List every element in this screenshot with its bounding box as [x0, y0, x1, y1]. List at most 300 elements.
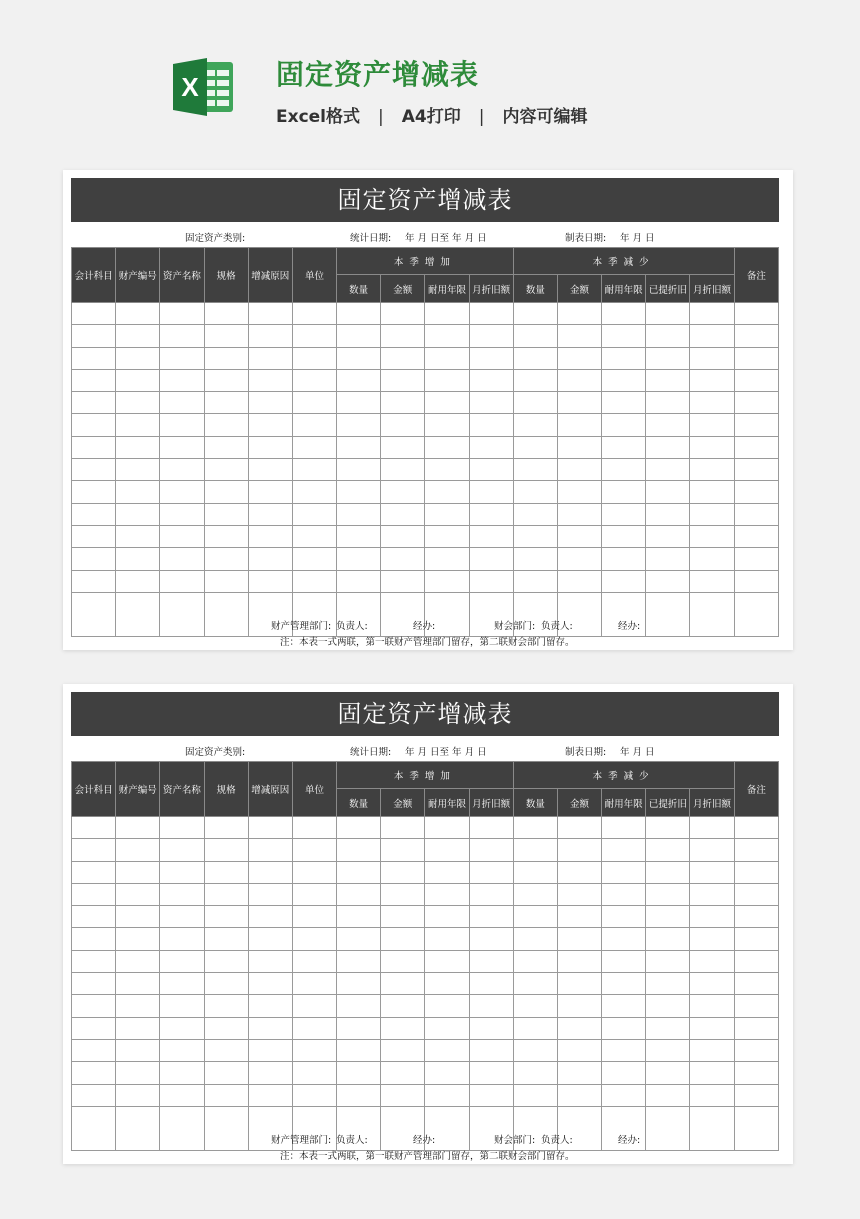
table-cell[interactable] [513, 906, 557, 928]
table-cell[interactable] [116, 950, 160, 972]
table-cell[interactable] [557, 325, 601, 347]
table-cell[interactable] [72, 817, 116, 839]
table-cell[interactable] [690, 369, 734, 391]
table-cell[interactable] [204, 817, 248, 839]
table-cell[interactable] [602, 1017, 646, 1039]
table-cell[interactable] [116, 548, 160, 570]
table-cell[interactable] [425, 1062, 469, 1084]
table-cell[interactable] [557, 950, 601, 972]
table-cell[interactable] [248, 973, 292, 995]
table-cell[interactable] [469, 503, 513, 525]
table-cell[interactable] [116, 503, 160, 525]
table-cell[interactable] [557, 436, 601, 458]
table-cell[interactable] [292, 995, 336, 1017]
table-cell[interactable] [690, 570, 734, 592]
table-cell[interactable] [381, 861, 425, 883]
table-cell[interactable] [557, 817, 601, 839]
table-cell[interactable] [116, 995, 160, 1017]
table-cell[interactable] [160, 369, 204, 391]
table-cell[interactable] [469, 1017, 513, 1039]
table-cell[interactable] [425, 950, 469, 972]
table-cell[interactable] [734, 1106, 778, 1150]
table-cell[interactable] [381, 883, 425, 905]
table-cell[interactable] [72, 906, 116, 928]
table-cell[interactable] [337, 928, 381, 950]
table-cell[interactable] [292, 906, 336, 928]
table-cell[interactable] [425, 459, 469, 481]
table-cell[interactable] [337, 303, 381, 325]
table-cell[interactable] [116, 906, 160, 928]
table-cell[interactable] [381, 1017, 425, 1039]
table-cell[interactable] [646, 1062, 690, 1084]
table-cell[interactable] [204, 861, 248, 883]
table-cell[interactable] [734, 906, 778, 928]
table-cell[interactable] [72, 1017, 116, 1039]
table-cell[interactable] [690, 817, 734, 839]
table-cell[interactable] [734, 525, 778, 547]
table-cell[interactable] [72, 1084, 116, 1106]
table-cell[interactable] [646, 303, 690, 325]
table-cell[interactable] [557, 570, 601, 592]
table-cell[interactable] [337, 347, 381, 369]
table-cell[interactable] [116, 1017, 160, 1039]
table-cell[interactable] [469, 883, 513, 905]
table-cell[interactable] [690, 861, 734, 883]
table-cell[interactable] [381, 325, 425, 347]
table-cell[interactable] [469, 548, 513, 570]
table-cell[interactable] [646, 459, 690, 481]
table-cell[interactable] [292, 950, 336, 972]
table-cell[interactable] [513, 883, 557, 905]
table-cell[interactable] [602, 369, 646, 391]
table-cell[interactable] [204, 883, 248, 905]
table-cell[interactable] [381, 1039, 425, 1061]
table-cell[interactable] [72, 392, 116, 414]
table-cell[interactable] [204, 1062, 248, 1084]
table-cell[interactable] [557, 459, 601, 481]
table-cell[interactable] [248, 414, 292, 436]
table-cell[interactable] [513, 950, 557, 972]
table-cell[interactable] [116, 303, 160, 325]
table-cell[interactable] [690, 973, 734, 995]
table-cell[interactable] [248, 928, 292, 950]
table-cell[interactable] [292, 1017, 336, 1039]
table-cell[interactable] [337, 369, 381, 391]
table-cell[interactable] [557, 839, 601, 861]
table-cell[interactable] [204, 525, 248, 547]
table-cell[interactable] [248, 392, 292, 414]
table-cell[interactable] [160, 592, 204, 636]
table-cell[interactable] [204, 1017, 248, 1039]
table-cell[interactable] [469, 459, 513, 481]
table-cell[interactable] [690, 392, 734, 414]
table-cell[interactable] [602, 1039, 646, 1061]
table-cell[interactable] [734, 839, 778, 861]
table-cell[interactable] [513, 570, 557, 592]
table-cell[interactable] [602, 392, 646, 414]
table-cell[interactable] [72, 436, 116, 458]
table-cell[interactable] [469, 347, 513, 369]
table-cell[interactable] [248, 325, 292, 347]
table-cell[interactable] [469, 303, 513, 325]
table-cell[interactable] [646, 1106, 690, 1150]
table-cell[interactable] [646, 861, 690, 883]
table-cell[interactable] [204, 459, 248, 481]
table-cell[interactable] [248, 1017, 292, 1039]
table-cell[interactable] [690, 950, 734, 972]
table-cell[interactable] [204, 1106, 248, 1150]
table-cell[interactable] [248, 548, 292, 570]
table-cell[interactable] [292, 392, 336, 414]
table-cell[interactable] [72, 548, 116, 570]
table-cell[interactable] [602, 950, 646, 972]
table-cell[interactable] [116, 325, 160, 347]
table-cell[interactable] [469, 1062, 513, 1084]
table-cell[interactable] [513, 973, 557, 995]
table-cell[interactable] [204, 347, 248, 369]
table-cell[interactable] [248, 950, 292, 972]
table-cell[interactable] [734, 928, 778, 950]
table-cell[interactable] [602, 548, 646, 570]
table-cell[interactable] [337, 503, 381, 525]
table-cell[interactable] [160, 481, 204, 503]
table-cell[interactable] [734, 817, 778, 839]
table-cell[interactable] [204, 1039, 248, 1061]
table-cell[interactable] [292, 839, 336, 861]
table-cell[interactable] [557, 883, 601, 905]
table-cell[interactable] [337, 995, 381, 1017]
table-cell[interactable] [425, 861, 469, 883]
table-cell[interactable] [116, 928, 160, 950]
table-cell[interactable] [204, 906, 248, 928]
table-cell[interactable] [425, 817, 469, 839]
table-cell[interactable] [469, 861, 513, 883]
table-cell[interactable] [248, 1039, 292, 1061]
table-cell[interactable] [337, 1039, 381, 1061]
table-cell[interactable] [557, 503, 601, 525]
table-cell[interactable] [381, 392, 425, 414]
table-cell[interactable] [602, 481, 646, 503]
table-cell[interactable] [116, 973, 160, 995]
table-cell[interactable] [116, 436, 160, 458]
table-cell[interactable] [602, 570, 646, 592]
table-cell[interactable] [292, 459, 336, 481]
table-cell[interactable] [734, 950, 778, 972]
table-cell[interactable] [734, 1017, 778, 1039]
table-cell[interactable] [116, 459, 160, 481]
table-cell[interactable] [248, 369, 292, 391]
table-cell[interactable] [425, 906, 469, 928]
table-cell[interactable] [734, 1062, 778, 1084]
table-cell[interactable] [646, 1039, 690, 1061]
table-cell[interactable] [337, 548, 381, 570]
table-cell[interactable] [690, 503, 734, 525]
table-cell[interactable] [557, 995, 601, 1017]
table-cell[interactable] [602, 1062, 646, 1084]
table-cell[interactable] [425, 928, 469, 950]
table-cell[interactable] [116, 1084, 160, 1106]
table-cell[interactable] [425, 839, 469, 861]
table-cell[interactable] [204, 369, 248, 391]
table-cell[interactable] [734, 973, 778, 995]
table-cell[interactable] [160, 928, 204, 950]
table-cell[interactable] [160, 347, 204, 369]
table-cell[interactable] [292, 1062, 336, 1084]
table-cell[interactable] [160, 861, 204, 883]
table-cell[interactable] [72, 347, 116, 369]
table-cell[interactable] [381, 414, 425, 436]
table-cell[interactable] [160, 1062, 204, 1084]
table-cell[interactable] [690, 459, 734, 481]
table-cell[interactable] [337, 459, 381, 481]
table-cell[interactable] [602, 1084, 646, 1106]
table-cell[interactable] [248, 839, 292, 861]
table-cell[interactable] [160, 325, 204, 347]
table-cell[interactable] [381, 347, 425, 369]
table-cell[interactable] [513, 414, 557, 436]
table-cell[interactable] [513, 1062, 557, 1084]
table-cell[interactable] [204, 436, 248, 458]
table-cell[interactable] [381, 570, 425, 592]
table-cell[interactable] [160, 459, 204, 481]
table-cell[interactable] [690, 906, 734, 928]
table-cell[interactable] [602, 883, 646, 905]
table-cell[interactable] [248, 481, 292, 503]
table-cell[interactable] [72, 369, 116, 391]
table-cell[interactable] [602, 995, 646, 1017]
table-cell[interactable] [204, 481, 248, 503]
table-cell[interactable] [646, 973, 690, 995]
table-cell[interactable] [204, 570, 248, 592]
table-cell[interactable] [204, 592, 248, 636]
table-cell[interactable] [292, 414, 336, 436]
table-cell[interactable] [337, 883, 381, 905]
table-cell[interactable] [646, 548, 690, 570]
table-cell[interactable] [557, 928, 601, 950]
table-cell[interactable] [292, 303, 336, 325]
table-cell[interactable] [557, 481, 601, 503]
table-cell[interactable] [292, 883, 336, 905]
table-cell[interactable] [204, 950, 248, 972]
table-cell[interactable] [160, 995, 204, 1017]
table-cell[interactable] [646, 503, 690, 525]
table-cell[interactable] [425, 1039, 469, 1061]
table-cell[interactable] [116, 369, 160, 391]
table-cell[interactable] [557, 392, 601, 414]
table-cell[interactable] [646, 347, 690, 369]
table-cell[interactable] [381, 928, 425, 950]
table-cell[interactable] [204, 392, 248, 414]
table-cell[interactable] [469, 436, 513, 458]
table-cell[interactable] [381, 906, 425, 928]
table-cell[interactable] [602, 525, 646, 547]
table-cell[interactable] [248, 1062, 292, 1084]
table-cell[interactable] [72, 995, 116, 1017]
table-cell[interactable] [469, 481, 513, 503]
table-cell[interactable] [513, 1017, 557, 1039]
table-cell[interactable] [337, 950, 381, 972]
table-cell[interactable] [204, 303, 248, 325]
table-cell[interactable] [646, 950, 690, 972]
table-cell[interactable] [381, 1084, 425, 1106]
table-cell[interactable] [513, 839, 557, 861]
table-cell[interactable] [646, 481, 690, 503]
table-cell[interactable] [204, 928, 248, 950]
table-cell[interactable] [734, 459, 778, 481]
table-cell[interactable] [292, 1039, 336, 1061]
table-cell[interactable] [248, 436, 292, 458]
table-cell[interactable] [602, 973, 646, 995]
table-cell[interactable] [734, 369, 778, 391]
table-cell[interactable] [734, 548, 778, 570]
table-cell[interactable] [72, 1106, 116, 1150]
table-cell[interactable] [425, 303, 469, 325]
table-cell[interactable] [204, 548, 248, 570]
table-cell[interactable] [204, 325, 248, 347]
table-cell[interactable] [690, 525, 734, 547]
table-cell[interactable] [690, 1039, 734, 1061]
table-cell[interactable] [557, 548, 601, 570]
table-cell[interactable] [337, 1017, 381, 1039]
table-cell[interactable] [292, 928, 336, 950]
table-cell[interactable] [337, 570, 381, 592]
table-cell[interactable] [248, 995, 292, 1017]
table-cell[interactable] [72, 325, 116, 347]
table-cell[interactable] [602, 347, 646, 369]
table-cell[interactable] [248, 570, 292, 592]
table-cell[interactable] [72, 414, 116, 436]
table-cell[interactable] [248, 861, 292, 883]
table-cell[interactable] [425, 347, 469, 369]
table-cell[interactable] [734, 392, 778, 414]
table-cell[interactable] [513, 303, 557, 325]
table-cell[interactable] [292, 369, 336, 391]
table-cell[interactable] [513, 1084, 557, 1106]
table-cell[interactable] [646, 369, 690, 391]
table-cell[interactable] [602, 839, 646, 861]
table-cell[interactable] [72, 570, 116, 592]
table-cell[interactable] [337, 436, 381, 458]
table-cell[interactable] [381, 973, 425, 995]
table-cell[interactable] [425, 548, 469, 570]
table-cell[interactable] [690, 1106, 734, 1150]
table-cell[interactable] [690, 995, 734, 1017]
table-cell[interactable] [425, 325, 469, 347]
table-cell[interactable] [602, 325, 646, 347]
table-cell[interactable] [513, 369, 557, 391]
table-cell[interactable] [337, 325, 381, 347]
table-cell[interactable] [381, 436, 425, 458]
table-cell[interactable] [116, 817, 160, 839]
table-cell[interactable] [557, 347, 601, 369]
table-cell[interactable] [337, 1062, 381, 1084]
table-cell[interactable] [160, 303, 204, 325]
table-cell[interactable] [248, 503, 292, 525]
table-cell[interactable] [337, 525, 381, 547]
table-cell[interactable] [116, 1039, 160, 1061]
table-cell[interactable] [646, 525, 690, 547]
table-cell[interactable] [602, 928, 646, 950]
table-cell[interactable] [248, 817, 292, 839]
table-cell[interactable] [248, 1084, 292, 1106]
table-cell[interactable] [646, 436, 690, 458]
table-cell[interactable] [469, 950, 513, 972]
table-cell[interactable] [116, 1062, 160, 1084]
table-cell[interactable] [116, 861, 160, 883]
table-cell[interactable] [734, 347, 778, 369]
table-cell[interactable] [734, 325, 778, 347]
table-cell[interactable] [204, 995, 248, 1017]
table-cell[interactable] [381, 525, 425, 547]
table-cell[interactable] [381, 303, 425, 325]
table-cell[interactable] [513, 1039, 557, 1061]
table-cell[interactable] [646, 414, 690, 436]
table-cell[interactable] [469, 414, 513, 436]
table-cell[interactable] [425, 436, 469, 458]
table-cell[interactable] [381, 839, 425, 861]
table-cell[interactable] [690, 303, 734, 325]
table-cell[interactable] [602, 303, 646, 325]
table-cell[interactable] [425, 1084, 469, 1106]
table-cell[interactable] [381, 950, 425, 972]
table-cell[interactable] [469, 906, 513, 928]
table-cell[interactable] [513, 861, 557, 883]
table-cell[interactable] [734, 861, 778, 883]
table-cell[interactable] [160, 1084, 204, 1106]
table-cell[interactable] [72, 1039, 116, 1061]
table-cell[interactable] [557, 1017, 601, 1039]
table-cell[interactable] [513, 481, 557, 503]
table-cell[interactable] [602, 906, 646, 928]
table-cell[interactable] [160, 503, 204, 525]
table-cell[interactable] [469, 995, 513, 1017]
table-cell[interactable] [513, 995, 557, 1017]
table-cell[interactable] [116, 392, 160, 414]
table-cell[interactable] [381, 369, 425, 391]
table-cell[interactable] [160, 817, 204, 839]
table-cell[interactable] [72, 839, 116, 861]
table-cell[interactable] [72, 525, 116, 547]
table-cell[interactable] [381, 481, 425, 503]
table-cell[interactable] [425, 1017, 469, 1039]
table-cell[interactable] [292, 436, 336, 458]
table-cell[interactable] [204, 1084, 248, 1106]
table-cell[interactable] [292, 503, 336, 525]
table-cell[interactable] [337, 1084, 381, 1106]
table-cell[interactable] [72, 883, 116, 905]
table-cell[interactable] [116, 883, 160, 905]
table-cell[interactable] [557, 369, 601, 391]
table-cell[interactable] [381, 1062, 425, 1084]
table-cell[interactable] [381, 503, 425, 525]
table-cell[interactable] [425, 503, 469, 525]
table-cell[interactable] [646, 392, 690, 414]
table-cell[interactable] [292, 347, 336, 369]
table-cell[interactable] [734, 503, 778, 525]
table-cell[interactable] [469, 369, 513, 391]
table-cell[interactable] [513, 347, 557, 369]
table-cell[interactable] [72, 303, 116, 325]
table-cell[interactable] [292, 525, 336, 547]
table-cell[interactable] [425, 570, 469, 592]
table-cell[interactable] [425, 481, 469, 503]
table-cell[interactable] [160, 570, 204, 592]
table-cell[interactable] [116, 414, 160, 436]
table-cell[interactable] [513, 928, 557, 950]
table-cell[interactable] [381, 817, 425, 839]
table-cell[interactable] [248, 347, 292, 369]
table-cell[interactable] [337, 414, 381, 436]
